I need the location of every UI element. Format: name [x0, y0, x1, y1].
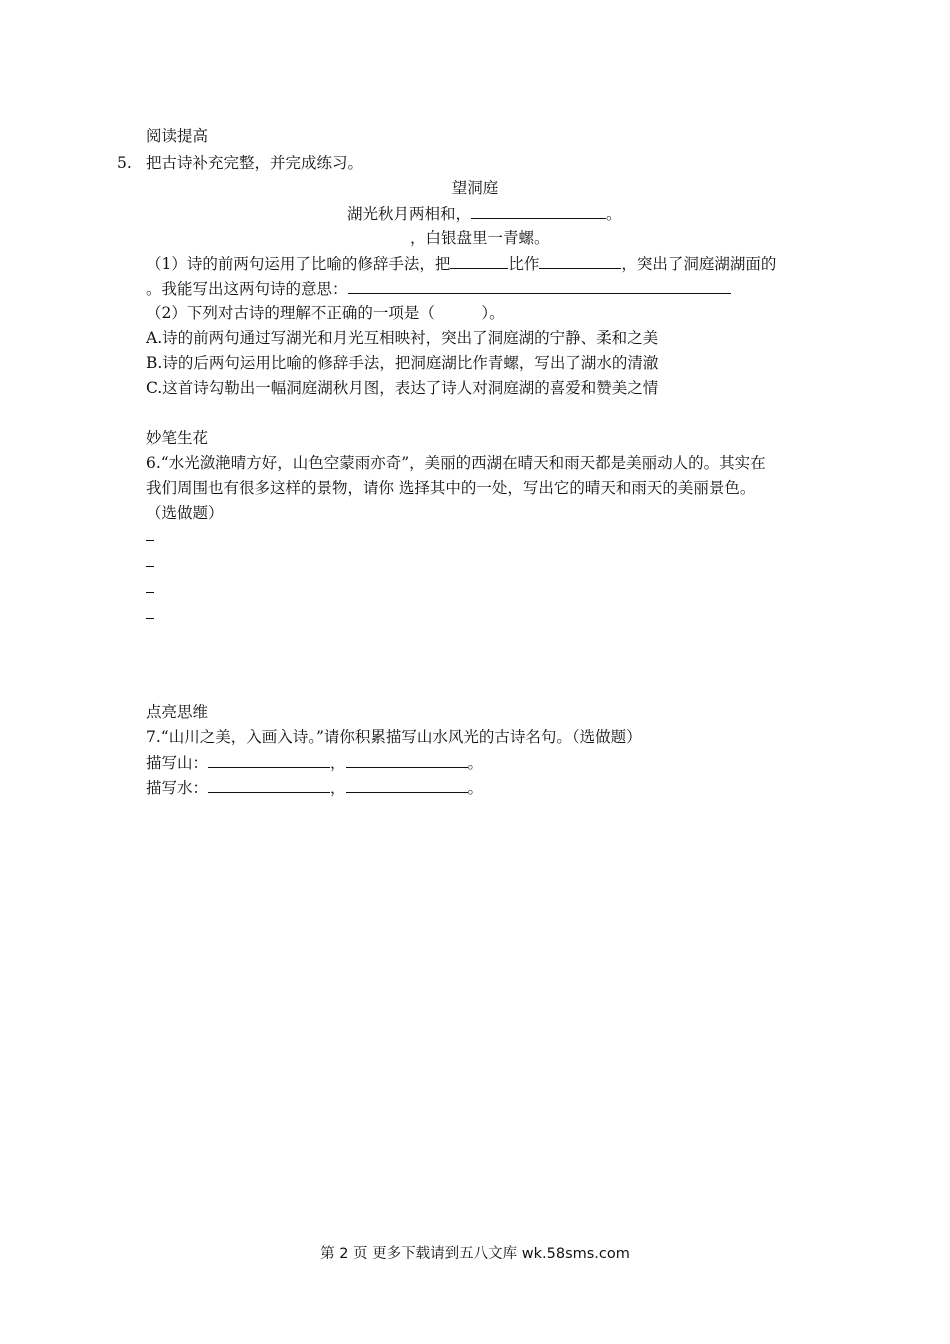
question-6-line-2: 我们周围也有很多这样的景物，请你 选择其中的一处，写出它的晴天和雨天的美丽景色。 — [146, 479, 756, 497]
answer-line[interactable] — [146, 618, 154, 619]
option-c: C.这首诗勾勒出一幅洞庭湖秋月图，表达了诗人对洞庭湖的喜爱和赞美之情 — [146, 379, 659, 397]
water-label: 描写水： — [146, 779, 209, 797]
part-1-meaning-blank[interactable] — [348, 278, 731, 294]
mountain-comma: ， — [330, 754, 346, 772]
poem-line-1 — [347, 203, 622, 224]
part-1-blank-b[interactable] — [539, 253, 621, 269]
water-blank-1[interactable] — [208, 777, 330, 793]
section-title-reading: 阅读提高 — [146, 127, 209, 145]
part-1-text-end: ，突出了洞庭湖湖面的 — [621, 255, 777, 273]
poem-blank-1[interactable] — [471, 203, 606, 219]
mountain-blank-2[interactable] — [346, 752, 468, 768]
question-6-line-1: 6.“水光潋滟晴方好，山色空蒙雨亦奇”，美丽的西湖在晴天和雨天都是美丽动人的。其实在 — [146, 454, 766, 472]
answer-line[interactable] — [146, 592, 154, 593]
answer-line[interactable] — [146, 540, 154, 541]
poem-line-1-text: 湖光秋月两相和， — [347, 205, 472, 223]
water-comma: ， — [330, 779, 346, 797]
part-1-text-start: （1）诗的前两句运用了比喻的修辞手法，把 — [146, 255, 451, 273]
question-5-stem: 把古诗补充完整，并完成练习。 — [146, 154, 364, 172]
option-b: B.诗的后两句运用比喻的修辞手法，把洞庭湖比作青螺，写出了湖水的清澈 — [146, 354, 659, 372]
answer-line[interactable] — [146, 566, 154, 567]
question-7-water-row — [146, 777, 483, 798]
poem-line-1-end: 。 — [606, 205, 622, 223]
mountain-label: 描写山： — [146, 754, 209, 772]
part-1-meaning-label: 。我能写出这两句诗的意思： — [146, 280, 348, 298]
question-7-stem: 7.“山川之美，入画入诗。”请你积累描写山水风光的古诗名句。（选做题） — [146, 728, 642, 746]
section-title-writing: 妙笔生花 — [146, 429, 209, 447]
poem-line-2-text: ，白银盘里一青螺。 — [410, 229, 550, 247]
section-title-thinking: 点亮思维 — [146, 703, 209, 721]
question-5-part-1-line-2 — [146, 278, 731, 299]
poem-title: 望洞庭 — [451, 179, 499, 197]
option-a: A.诗的前两句通过写湖光和月光互相映衬，突出了洞庭湖的宁静、柔和之美 — [146, 329, 659, 347]
part-1-text-mid: 比作 — [508, 255, 540, 273]
question-5-part-1 — [146, 253, 776, 274]
part-1-blank-a[interactable] — [450, 253, 508, 269]
water-blank-2[interactable] — [346, 777, 468, 793]
mountain-period: 。 — [467, 754, 484, 772]
question-5-number: 5. — [117, 154, 132, 172]
water-period: 。 — [467, 779, 484, 797]
poem-line-2 — [404, 228, 550, 248]
mountain-blank-1[interactable] — [208, 752, 330, 768]
page-footer: 第 2 页 更多下载请到五八文库 wk.58sms.com — [320, 1246, 630, 1262]
question-6-line-3: （选做题） — [146, 504, 224, 522]
question-7-mountain-row — [146, 752, 483, 773]
question-5-part-2: （2）下列对古诗的理解不正确的一项是（ ）。 — [146, 304, 505, 322]
